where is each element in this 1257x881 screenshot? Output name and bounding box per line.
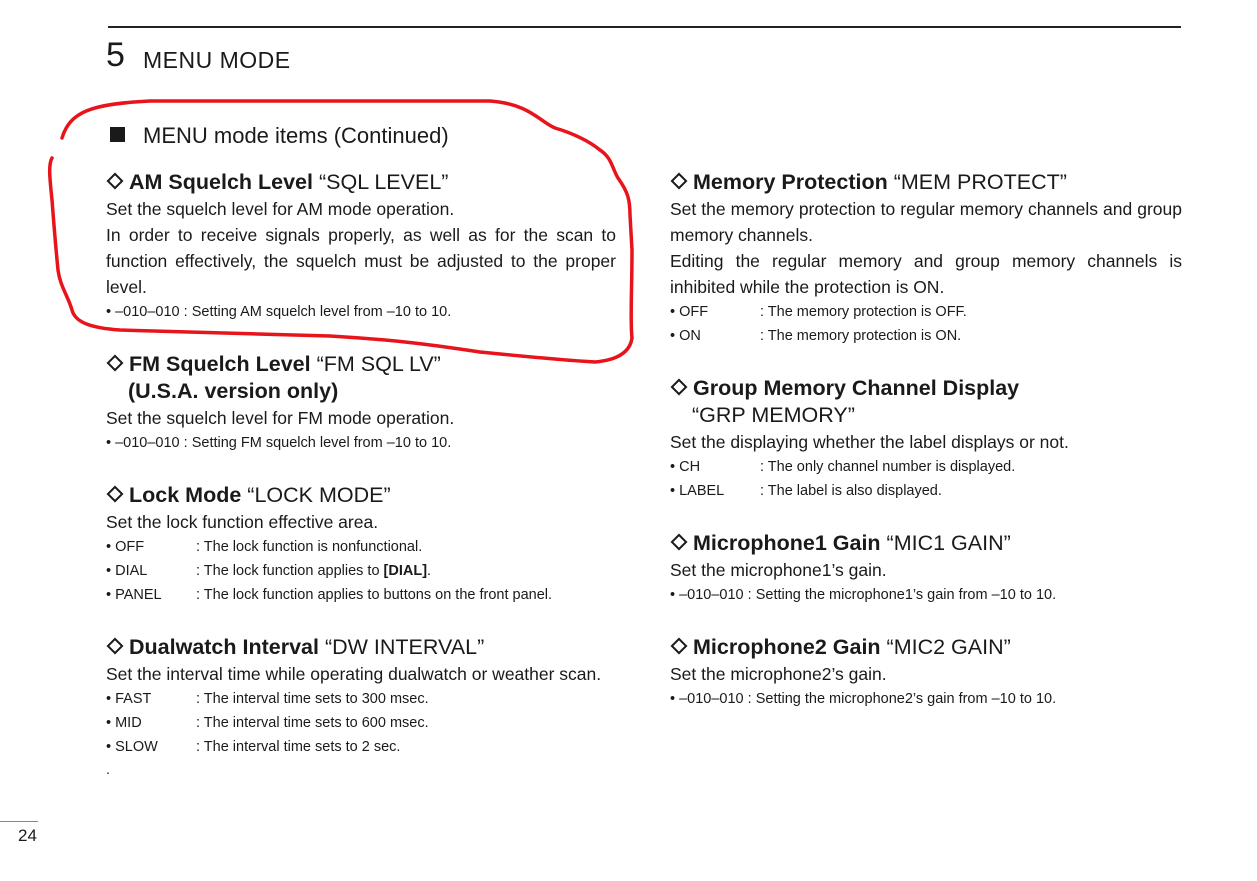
option-key: • OFF [106, 539, 145, 555]
item-title-menu-label: “SQL LEVEL” [318, 170, 449, 194]
option-text: : The memory protection is ON. [760, 328, 962, 344]
item-description: Set the squelch level for FM mode operation. [106, 408, 455, 428]
item-fm-squelch-level [106, 351, 616, 455]
diamond-icon [107, 638, 124, 655]
page-number: 24 [18, 826, 37, 845]
item-title [670, 530, 1182, 557]
item-title [106, 634, 616, 661]
option-row [106, 711, 616, 735]
item-description: Set the memory protection to regular memory channels and group memory channels. [670, 199, 1182, 245]
option-text: : The label is also displayed. [760, 483, 942, 499]
option-text: : The interval time sets to 600 msec. [196, 715, 429, 731]
option-row [670, 324, 1182, 348]
trailing-period: . [106, 761, 110, 777]
item-subtitle: (U.S.A. version only) [128, 379, 339, 403]
option-text: : The interval time sets to 300 msec. [196, 691, 429, 707]
item-description: Set the lock function effective area. [106, 512, 379, 532]
diamond-icon [671, 638, 688, 655]
option-row [106, 735, 616, 759]
option-text: : The memory protection is OFF. [760, 304, 967, 320]
square-bullet-icon [110, 127, 125, 142]
chapter-title: MENU MODE [143, 47, 291, 73]
item-description: Set the microphone1’s gain. [670, 560, 887, 580]
item-bullet: • –010–010 : Setting the microphone1’s gain from –10 to 10. [670, 587, 1057, 603]
item-title-name: Lock Mode [129, 483, 242, 507]
item-title-menu-label: “DW INTERVAL” [324, 635, 485, 659]
option-row [106, 535, 616, 559]
item-lock-mode [106, 482, 616, 607]
item-group-memory-channel-display [670, 375, 1182, 503]
item-title-name: Microphone2 Gain [693, 635, 881, 659]
option-key: • FAST [106, 691, 152, 707]
option-text-part: : The lock function applies to [196, 563, 384, 579]
chapter-number: 5 [106, 36, 125, 74]
item-title-name: Microphone1 Gain [693, 531, 881, 555]
top-rule [108, 26, 1181, 28]
option-key: • SLOW [106, 739, 158, 755]
item-title-name: Memory Protection [693, 170, 888, 194]
item-microphone1-gain [670, 530, 1182, 607]
diamond-icon [671, 173, 688, 190]
option-key: • OFF [670, 304, 709, 320]
item-title [106, 482, 616, 509]
option-text [196, 559, 616, 583]
item-title-name: AM Squelch Level [129, 170, 313, 194]
item-bullet: • –010–010 : Setting the microphone2’s gain from –10 to 10. [670, 691, 1057, 707]
item-description: Set the interval time while operating dualwatch or weather scan. [106, 664, 602, 684]
item-am-squelch-level [106, 169, 616, 324]
option-row [670, 300, 1182, 324]
item-dualwatch-interval [106, 634, 616, 779]
item-title-menu-label: “MEM PROTECT” [893, 170, 1067, 194]
option-row [670, 455, 1182, 479]
diamond-icon [671, 534, 688, 551]
diamond-icon [107, 486, 124, 503]
section-heading [110, 123, 449, 149]
page-number-rule [0, 821, 38, 822]
option-row [106, 687, 616, 711]
option-text: : The interval time sets to 2 sec. [196, 739, 401, 755]
item-title-menu-label: “GRP MEMORY” [692, 403, 855, 427]
left-column [106, 169, 616, 806]
right-column [670, 169, 1182, 738]
item-description: In order to receive signals properly, as well as for the scan to function effectively, the squelch must be adjusted to the proper level. [106, 225, 616, 297]
item-title-name: FM Squelch Level [129, 352, 311, 376]
option-key: • ON [670, 328, 701, 344]
item-title [670, 169, 1182, 196]
option-text-part: . [427, 563, 432, 579]
item-bullet: • –010–010 : Setting FM squelch level from –10 to 10. [106, 435, 452, 451]
option-text: : The lock function is nonfunctional. [196, 539, 423, 555]
item-title-name: Group Memory Channel Display [693, 376, 1020, 400]
item-bullet: • –010–010 : Setting AM squelch level from –10 to 10. [106, 304, 452, 320]
item-title-menu-label: “MIC2 GAIN” [886, 635, 1011, 659]
option-text: : The lock function applies to buttons on the front panel. [196, 587, 553, 603]
item-title [670, 375, 1182, 429]
option-key: • PANEL [106, 587, 162, 603]
option-key: • LABEL [670, 483, 725, 499]
option-key: • DIAL [106, 563, 148, 579]
diamond-icon [107, 355, 124, 372]
item-description: Set the squelch level for AM mode operation. [106, 199, 455, 219]
item-description: Editing the regular memory and group memory channels is inhibited while the protection is ON. [670, 251, 1182, 297]
item-description: Set the microphone2’s gain. [670, 664, 887, 684]
item-microphone2-gain [670, 634, 1182, 711]
item-title-menu-label: “MIC1 GAIN” [886, 531, 1011, 555]
section-heading-text: MENU mode items (Continued) [143, 123, 449, 148]
option-row [106, 583, 616, 607]
option-key: • MID [106, 715, 142, 731]
item-title [106, 351, 616, 405]
item-title [106, 169, 616, 196]
option-key: • CH [670, 459, 701, 475]
item-title [670, 634, 1182, 661]
option-text: : The only channel number is displayed. [760, 459, 1016, 475]
item-title-name: Dualwatch Interval [129, 635, 319, 659]
diamond-icon [107, 173, 124, 190]
diamond-icon [671, 379, 688, 396]
item-memory-protection [670, 169, 1182, 348]
option-row [670, 479, 1182, 503]
item-title-menu-label: “FM SQL LV” [316, 352, 441, 376]
key-name: [DIAL] [383, 563, 428, 579]
item-title-menu-label: “LOCK MODE” [247, 483, 391, 507]
option-row [106, 559, 616, 583]
item-description: Set the displaying whether the label displays or not. [670, 432, 1069, 452]
